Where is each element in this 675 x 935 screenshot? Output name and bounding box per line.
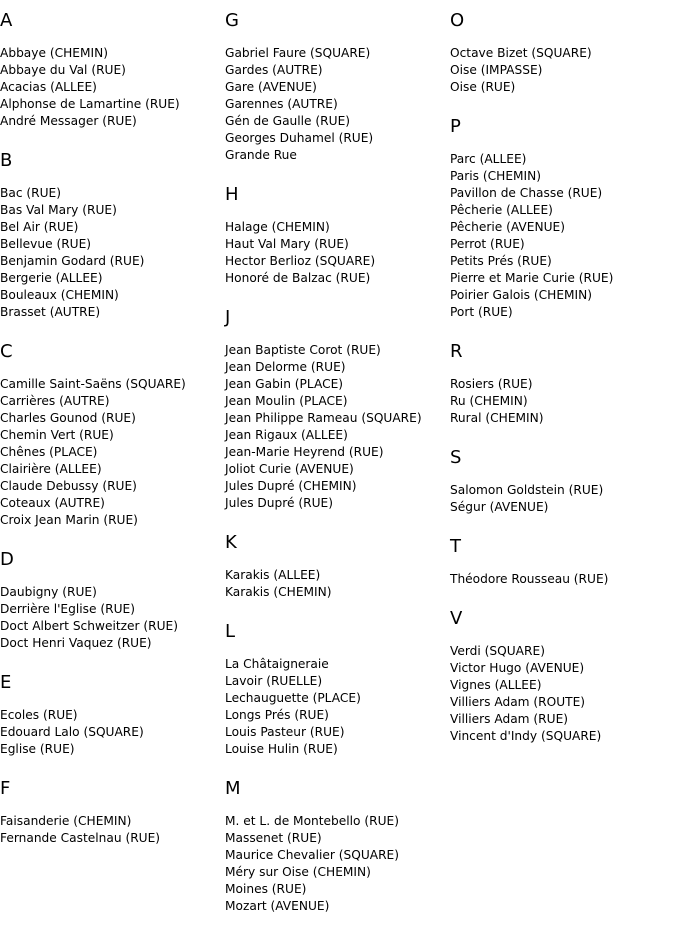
street-item[interactable]: Verdi (SQUARE) bbox=[450, 644, 545, 658]
street-item[interactable]: Claude Debussy (RUE) bbox=[0, 479, 137, 493]
street-item[interactable]: Chemin Vert (RUE) bbox=[0, 428, 114, 442]
street-list bbox=[225, 656, 445, 758]
street-item[interactable]: Honoré de Balzac (RUE) bbox=[225, 271, 371, 285]
letter-section bbox=[0, 10, 220, 130]
street-item[interactable]: Pêcherie (AVENUE) bbox=[450, 220, 565, 234]
street-list bbox=[225, 567, 445, 601]
street-item[interactable]: Ru (CHEMIN) bbox=[450, 394, 528, 408]
street-item[interactable]: Rosiers (RUE) bbox=[450, 377, 533, 391]
letter-section bbox=[450, 341, 670, 427]
street-item[interactable]: Vincent d'Indy (SQUARE) bbox=[450, 729, 602, 743]
street-item[interactable]: Jean Philippe Rameau (SQUARE) bbox=[225, 411, 422, 425]
letter-section bbox=[225, 184, 445, 287]
letter-section bbox=[225, 307, 445, 512]
street-list bbox=[0, 813, 220, 847]
street-item[interactable]: Daubigny (RUE) bbox=[0, 585, 97, 599]
street-item[interactable]: Ségur (AVENUE) bbox=[450, 500, 549, 514]
street-list bbox=[450, 151, 670, 321]
street-item[interactable]: Gare (AVENUE) bbox=[225, 80, 317, 94]
street-item[interactable]: Bel Air (RUE) bbox=[0, 220, 79, 234]
street-item[interactable]: Gardes (AUTRE) bbox=[225, 63, 323, 77]
street-item[interactable]: Pierre et Marie Curie (RUE) bbox=[450, 271, 614, 285]
letter-section bbox=[450, 447, 670, 516]
street-item[interactable]: Pavillon de Chasse (RUE) bbox=[450, 186, 603, 200]
street-item[interactable]: Méry sur Oise (CHEMIN) bbox=[225, 865, 371, 879]
letter-heading: S bbox=[450, 447, 462, 468]
street-item[interactable]: Doct Albert Schweitzer (RUE) bbox=[0, 619, 178, 633]
street-item[interactable]: Clairière (ALLEE) bbox=[0, 462, 102, 476]
street-item[interactable]: Ecoles (RUE) bbox=[0, 708, 78, 722]
street-item[interactable]: Bouleaux (CHEMIN) bbox=[0, 288, 119, 302]
letter-heading: F bbox=[0, 778, 11, 799]
letter-heading: C bbox=[0, 341, 13, 362]
letter-heading: A bbox=[0, 10, 13, 31]
street-item[interactable]: Maurice Chevalier (SQUARE) bbox=[225, 848, 400, 862]
street-item[interactable]: Jean-Marie Heyrend (RUE) bbox=[225, 445, 384, 459]
letter-section bbox=[225, 778, 445, 915]
street-list bbox=[0, 707, 220, 758]
street-item[interactable]: Abbaye (CHEMIN) bbox=[0, 46, 108, 60]
letter-section bbox=[450, 10, 670, 96]
street-item[interactable]: Jean Delorme (RUE) bbox=[225, 360, 346, 374]
street-list bbox=[0, 45, 220, 130]
letter-section bbox=[0, 672, 220, 758]
letter-section bbox=[450, 116, 670, 321]
street-item[interactable]: Villiers Adam (ROUTE) bbox=[450, 695, 586, 709]
street-item[interactable]: Joliot Curie (AVENUE) bbox=[225, 462, 354, 476]
index-column-3 bbox=[450, 0, 670, 765]
street-item[interactable]: Bas Val Mary (RUE) bbox=[0, 203, 117, 217]
street-item[interactable]: Alphonse de Lamartine (RUE) bbox=[0, 97, 180, 111]
street-item[interactable]: Théodore Rousseau (RUE) bbox=[450, 572, 609, 586]
street-item[interactable]: Doct Henri Vaquez (RUE) bbox=[0, 636, 152, 650]
street-item[interactable]: Faisanderie (CHEMIN) bbox=[0, 814, 132, 828]
street-item[interactable]: La Châtaigneraie bbox=[225, 657, 329, 671]
letter-heading: J bbox=[225, 307, 231, 328]
street-list bbox=[225, 813, 445, 915]
street-item[interactable]: Karakis (CHEMIN) bbox=[225, 585, 332, 599]
street-item[interactable]: Petits Prés (RUE) bbox=[450, 254, 552, 268]
street-item[interactable]: Vignes (ALLEE) bbox=[450, 678, 542, 692]
street-item[interactable]: Oise (IMPASSE) bbox=[450, 63, 543, 77]
street-list bbox=[0, 185, 220, 321]
street-item[interactable]: Jules Dupré (CHEMIN) bbox=[225, 479, 357, 493]
street-item[interactable]: Benjamin Godard (RUE) bbox=[0, 254, 145, 268]
letter-heading: G bbox=[225, 10, 239, 31]
letter-section bbox=[225, 532, 445, 601]
street-item[interactable]: Jules Dupré (RUE) bbox=[225, 496, 333, 510]
street-item[interactable]: Longs Prés (RUE) bbox=[225, 708, 329, 722]
street-item[interactable]: Fernande Castelnau (RUE) bbox=[0, 831, 161, 845]
street-item[interactable]: Port (RUE) bbox=[450, 305, 513, 319]
letter-heading: K bbox=[225, 532, 237, 553]
street-item[interactable]: Rural (CHEMIN) bbox=[450, 411, 544, 425]
street-item[interactable]: Paris (CHEMIN) bbox=[450, 169, 542, 183]
street-item[interactable]: Bac (RUE) bbox=[0, 186, 62, 200]
letter-section bbox=[0, 150, 220, 321]
street-item[interactable]: Bergerie (ALLEE) bbox=[0, 271, 103, 285]
street-item[interactable]: Villiers Adam (RUE) bbox=[450, 712, 569, 726]
street-item[interactable]: André Messager (RUE) bbox=[0, 114, 137, 128]
index-column-2 bbox=[225, 0, 445, 935]
street-list bbox=[0, 376, 220, 529]
street-item[interactable]: Pêcherie (ALLEE) bbox=[450, 203, 553, 217]
street-item[interactable]: Eglise (RUE) bbox=[0, 742, 75, 756]
letter-heading: T bbox=[450, 536, 461, 557]
street-item[interactable]: Coteaux (AUTRE) bbox=[0, 496, 105, 510]
street-list bbox=[450, 571, 670, 588]
letter-heading: D bbox=[0, 549, 14, 570]
street-item[interactable]: Mozart (AVENUE) bbox=[225, 899, 330, 913]
letter-heading: R bbox=[450, 341, 463, 362]
street-item[interactable]: Garennes (AUTRE) bbox=[225, 97, 338, 111]
street-item[interactable]: Carrières (AUTRE) bbox=[0, 394, 110, 408]
street-list bbox=[0, 584, 220, 652]
letter-section bbox=[450, 536, 670, 588]
street-item[interactable]: Louise Hulin (RUE) bbox=[225, 742, 338, 756]
street-item[interactable]: Acacias (ALLEE) bbox=[0, 80, 97, 94]
street-item[interactable]: Salomon Goldstein (RUE) bbox=[450, 483, 604, 497]
street-item[interactable]: Derrière l'Eglise (RUE) bbox=[0, 602, 135, 616]
index-column-1 bbox=[0, 0, 220, 867]
street-item[interactable]: Parc (ALLEE) bbox=[450, 152, 527, 166]
letter-heading: L bbox=[225, 621, 236, 642]
street-list bbox=[225, 45, 445, 164]
street-item[interactable]: Jean Moulin (PLACE) bbox=[225, 394, 348, 408]
letter-section bbox=[225, 621, 445, 758]
street-item[interactable]: Camille Saint-Saëns (SQUARE) bbox=[0, 377, 186, 391]
street-item[interactable]: Jean Gabin (PLACE) bbox=[225, 377, 344, 391]
street-item[interactable]: Edouard Lalo (SQUARE) bbox=[0, 725, 144, 739]
street-item[interactable]: Halage (CHEMIN) bbox=[225, 220, 330, 234]
street-item[interactable]: Croix Jean Marin (RUE) bbox=[0, 513, 138, 527]
letter-section bbox=[225, 10, 445, 164]
street-item[interactable]: Jean Rigaux (ALLEE) bbox=[225, 428, 348, 442]
street-item[interactable]: Perrot (RUE) bbox=[450, 237, 525, 251]
letter-section bbox=[0, 778, 220, 847]
street-item[interactable]: Brasset (AUTRE) bbox=[0, 305, 101, 319]
street-item[interactable]: Victor Hugo (AVENUE) bbox=[450, 661, 585, 675]
street-item[interactable]: Octave Bizet (SQUARE) bbox=[450, 46, 592, 60]
street-item[interactable]: Jean Baptiste Corot (RUE) bbox=[225, 343, 381, 357]
street-item[interactable]: Bellevue (RUE) bbox=[0, 237, 92, 251]
street-item[interactable]: M. et L. de Montebello (RUE) bbox=[225, 814, 399, 828]
street-item[interactable]: Lavoir (RUELLE) bbox=[225, 674, 323, 688]
letter-heading: P bbox=[450, 116, 461, 137]
letter-section bbox=[0, 549, 220, 652]
street-item[interactable]: Chênes (PLACE) bbox=[0, 445, 98, 459]
street-item[interactable]: Poirier Galois (CHEMIN) bbox=[450, 288, 593, 302]
street-item[interactable]: Louis Pasteur (RUE) bbox=[225, 725, 345, 739]
street-list bbox=[450, 643, 670, 745]
letter-section bbox=[0, 341, 220, 529]
street-list bbox=[225, 342, 445, 512]
street-item[interactable]: Hector Berlioz (SQUARE) bbox=[225, 254, 376, 268]
letter-heading: O bbox=[450, 10, 465, 31]
letter-heading: V bbox=[450, 608, 463, 629]
letter-heading: E bbox=[0, 672, 12, 693]
street-item[interactable]: Grande Rue bbox=[225, 148, 297, 162]
street-item[interactable]: Charles Gounod (RUE) bbox=[0, 411, 136, 425]
street-list bbox=[225, 219, 445, 287]
street-item[interactable]: Lechauguette (PLACE) bbox=[225, 691, 361, 705]
street-item[interactable]: Massenet (RUE) bbox=[225, 831, 322, 845]
street-item[interactable]: Oise (RUE) bbox=[450, 80, 516, 94]
letter-heading: M bbox=[225, 778, 241, 799]
street-item[interactable]: Haut Val Mary (RUE) bbox=[225, 237, 349, 251]
street-list bbox=[450, 376, 670, 427]
street-item[interactable]: Moines (RUE) bbox=[225, 882, 307, 896]
street-item[interactable]: Abbaye du Val (RUE) bbox=[0, 63, 126, 77]
letter-heading: H bbox=[225, 184, 239, 205]
street-list bbox=[450, 482, 670, 516]
letter-heading: B bbox=[0, 150, 13, 171]
street-item[interactable]: Georges Duhamel (RUE) bbox=[225, 131, 374, 145]
street-list bbox=[450, 45, 670, 96]
street-item[interactable]: Gén de Gaulle (RUE) bbox=[225, 114, 351, 128]
street-item[interactable]: Karakis (ALLEE) bbox=[225, 568, 321, 582]
letter-section bbox=[450, 608, 670, 745]
street-item[interactable]: Gabriel Faure (SQUARE) bbox=[225, 46, 371, 60]
